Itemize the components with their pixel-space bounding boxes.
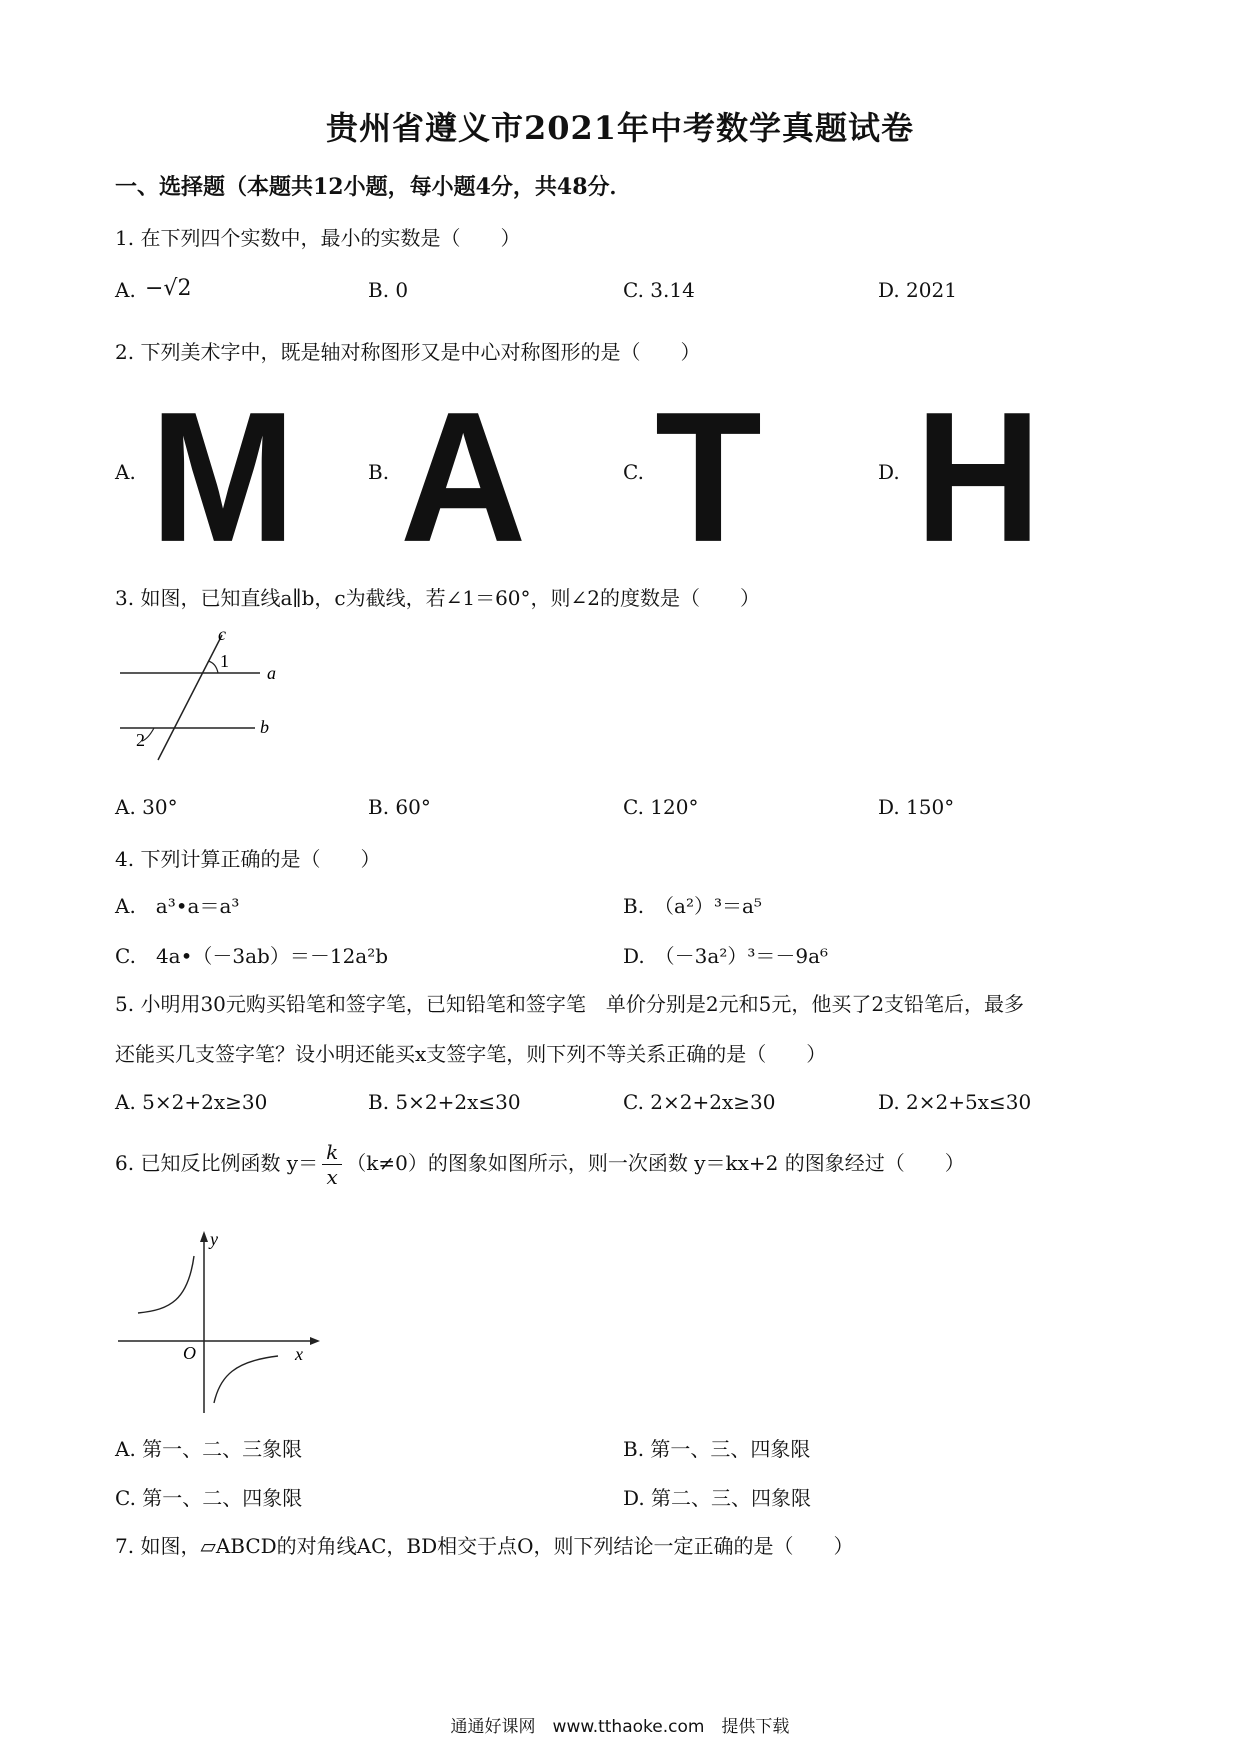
- question-5-line-2: 还能买几支签字笔？设小明还能买x支签字笔，则下列不等关系正确的是（ ）: [115, 1042, 827, 1066]
- question-2-stem: 2. 下列美术字中，既是轴对称图形又是中心对称图形的是（ ）: [115, 340, 701, 364]
- figure-label-2: 2: [136, 730, 145, 750]
- question-5-option-d: D. 2×2+5x≤30: [878, 1090, 1032, 1114]
- question-6-option-b: B. 第一、三、四象限: [623, 1437, 811, 1461]
- question-2-option-d-label: D.: [878, 460, 900, 484]
- axis-label-y: y: [210, 1229, 218, 1249]
- question-6-option-d: D. 第二、三、四象限: [623, 1486, 812, 1510]
- fraction-k-over-x: [322, 1140, 342, 1189]
- question-6-option-c: C. 第一、二、四象限: [115, 1486, 303, 1510]
- question-6-stem-start: 6. 已知反比例函数 y＝: [115, 1151, 319, 1175]
- question-2-option-c-label: C.: [623, 460, 644, 484]
- y-axis-arrow: [200, 1231, 208, 1242]
- section-heading: 一、选择题（本题共12小题，每小题4分，共48分．: [115, 174, 632, 200]
- letter-m-image: M: [150, 374, 296, 582]
- question-5-option-b: B. 5×2+2x≤30: [368, 1090, 521, 1114]
- question-5-option-a: A. 5×2+2x≥30: [115, 1090, 268, 1114]
- question-4-option-a: A. a³•a＝a³: [115, 894, 240, 918]
- page-title: 贵州省遵义市2021年中考数学真题试卷: [325, 109, 915, 147]
- question-6-stem: [115, 1140, 965, 1189]
- question-3-option-b: B. 60°: [368, 795, 431, 819]
- question-3-option-a: A. 30°: [115, 795, 178, 819]
- parallel-lines-figure: [110, 625, 300, 765]
- figure-label-c: c: [218, 625, 226, 644]
- question-1-option-b: B. 0: [368, 278, 409, 302]
- inverse-function-graph: [110, 1228, 330, 1418]
- question-5-option-c: C. 2×2+2x≥30: [623, 1090, 776, 1114]
- angle-1-arc: [208, 661, 218, 673]
- x-axis-arrow: [310, 1337, 320, 1345]
- question-2-option-b-label: B.: [368, 460, 390, 484]
- letter-t-image: T: [655, 374, 762, 582]
- question-1-option-a-label: A.: [115, 278, 136, 302]
- question-7-stem: 7. 如图，▱ABCD的对角线AC，BD相交于点O，则下列结论一定正确的是（ ）: [115, 1534, 854, 1558]
- question-4-stem: 4. 下列计算正确的是（ ）: [115, 847, 381, 871]
- question-3-option-d: D. 150°: [878, 795, 955, 819]
- figure-label-b: b: [260, 717, 269, 737]
- question-1-option-a-value: −√2: [145, 276, 192, 301]
- question-6-stem-end: （k≠0）的图象如图所示，则一次函数 y＝kx+2 的图象经过（ ）: [346, 1151, 965, 1175]
- question-4-option-d: D. （－3a²）³＝－9a⁶: [623, 944, 829, 968]
- question-4-option-b: B. （a²）³＝a⁵: [623, 894, 762, 918]
- curve-fourth-quadrant: [214, 1356, 278, 1403]
- line-c: [158, 635, 222, 760]
- page-footer: 通通好课网 www.tthaoke.com 提供下载: [450, 1717, 790, 1737]
- question-4-option-c: C. 4a•（－3ab）＝－12a²b: [115, 944, 389, 968]
- question-5-line-1: 5. 小明用30元购买铅笔和签字笔，已知铅笔和签字笔 单价分别是2元和5元，他买了2支铅笔后，最多: [115, 992, 1025, 1016]
- question-6-option-a: A. 第一、二、三象限: [115, 1437, 303, 1461]
- question-2-option-a-label: A.: [115, 460, 136, 484]
- axis-label-x: x: [295, 1344, 303, 1364]
- question-3-stem: 3. 如图，已知直线a∥b，c为截线，若∠1＝60°，则∠2的度数是（ ）: [115, 586, 761, 610]
- question-1-stem: 1. 在下列四个实数中，最小的实数是（ ）: [115, 226, 521, 250]
- fraction-numerator: k: [322, 1140, 342, 1165]
- origin-label: O: [183, 1343, 196, 1363]
- letter-a-image: A: [400, 374, 527, 582]
- question-3-option-c: C. 120°: [623, 795, 699, 819]
- question-1-option-c: C. 3.14: [623, 278, 695, 302]
- question-1-option-d: D. 2021: [878, 278, 957, 302]
- fraction-denominator: x: [326, 1165, 338, 1189]
- curve-second-quadrant: [138, 1256, 194, 1313]
- figure-label-1: 1: [220, 651, 229, 671]
- letter-h-image: H: [915, 374, 1042, 582]
- figure-label-a: a: [267, 663, 276, 683]
